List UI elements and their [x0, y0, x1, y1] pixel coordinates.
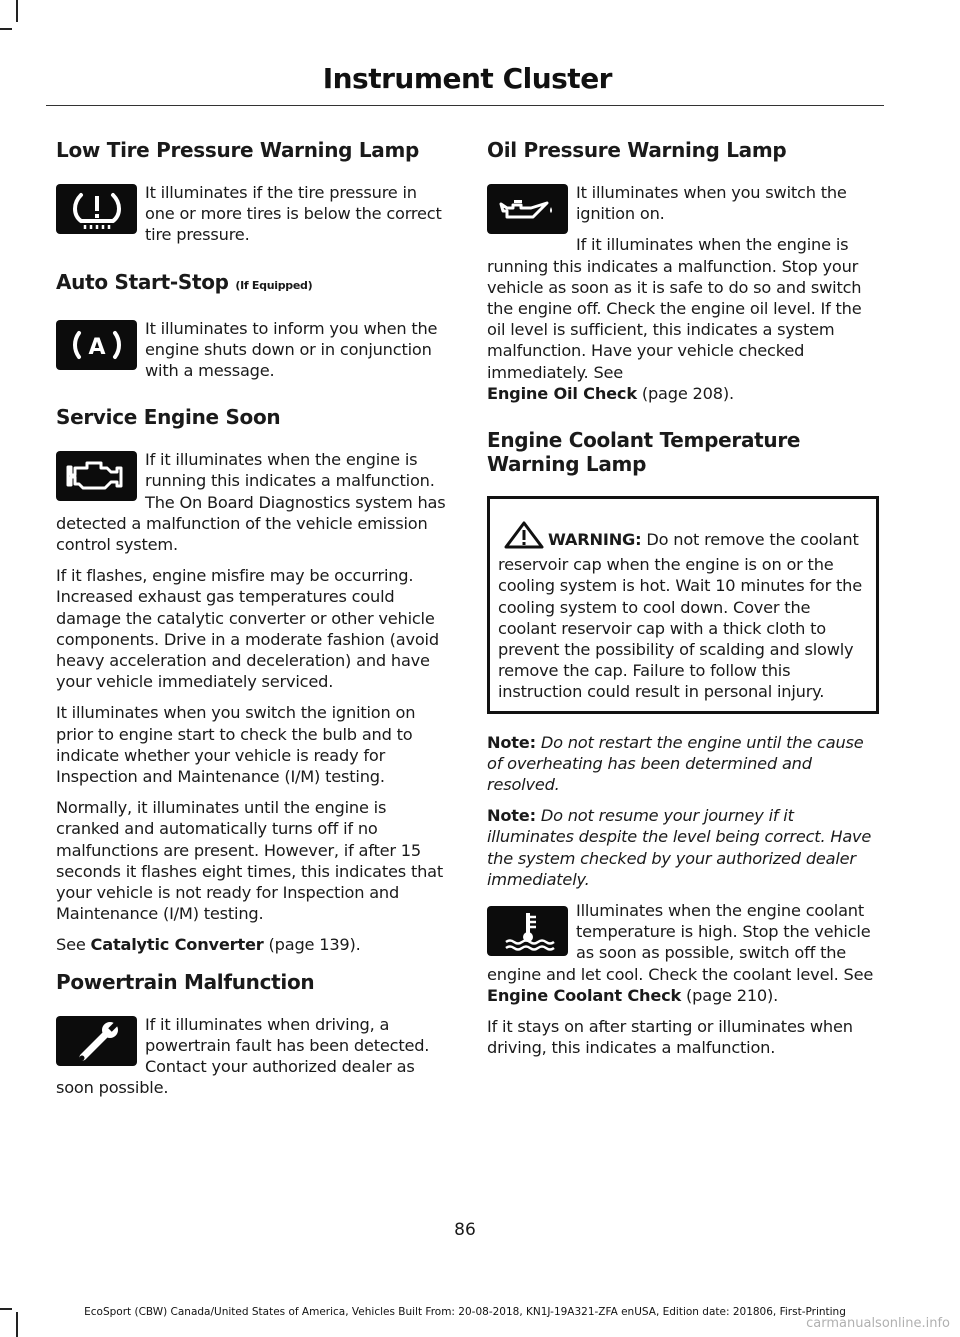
section-heading: Oil Pressure Warning Lamp: [487, 138, 787, 162]
footer-text: EcoSport (CBW) Canada/United States of America, Vehicles Built From: 20-08-2018, KN1J-19A321-ZFA enUSA, Edition date: 201806, First-Printing: [84, 1306, 846, 1318]
right-column: [487, 138, 879, 1073]
engine-oil-check-link[interactable]: Engine Oil Check: [487, 383, 637, 403]
oil-pressure-section: [487, 138, 879, 414]
tire-pressure-text: It illuminates if the tire pressure in one or more tires is below the correct tire pressure.: [145, 183, 442, 245]
engine-see-also: See Catalytic Converter (page 139).: [56, 935, 361, 955]
heading-suffix: (If Equipped): [235, 278, 313, 292]
warning-triangle-icon: [504, 521, 548, 554]
svg-text:A: A: [87, 334, 106, 360]
engine-paragraph-4: Normally, it illuminates until the engine is cranked and automatically turns off if no malfunctions are present. However, if after 15 seconds it flashes eight times, this indicates that your vehicle is not ready for Inspection and Maintenance (I/M) testing.: [56, 798, 444, 924]
page-header-title: Instrument Cluster: [322, 62, 612, 95]
oil-can-icon: [487, 184, 568, 234]
crop-mark: [0, 28, 12, 30]
section-heading: Service Engine Soon: [56, 405, 281, 430]
coolant-paragraph-1: Illuminates when the engine coolant temperature is high. Stop the vehicle as soon as possible, switch off the engine and let cool. Check the coolant level. See Engine Coolant Check (page 210).: [487, 901, 874, 1005]
section-heading: Engine Coolant Temperature Warning Lamp: [487, 428, 801, 477]
catalytic-converter-link[interactable]: Catalytic Converter: [90, 935, 264, 955]
coolant-paragraph-2: If it stays on after starting or illuminates when driving, this indicates a malfunction.: [487, 1017, 853, 1058]
coolant-temperature-icon: [487, 906, 568, 956]
section-heading: Low Tire Pressure Warning Lamp: [56, 138, 420, 162]
check-engine-icon: [56, 451, 137, 501]
tire-pressure-section: [56, 138, 448, 256]
powertrain-text: If it illuminates when driving, a powertrain fault has been detected. Contact your authorized dealer as soon possible.: [56, 1014, 430, 1098]
page-number: 86: [454, 1220, 476, 1240]
note-2: Note: Do not resume your journey if it illuminates despite the level being correct. Have the system checked by your authorized dealer immediately.: [487, 806, 872, 889]
tire-pressure-icon: [56, 184, 137, 234]
auto-start-stop-section: [56, 270, 448, 392]
warning-text: WARNING: Do not remove the coolant reservoir cap when the engine is on or the cooling system is hot. Wait 10 minutes for the cooling system to cool down. Cover the coolant reservoir cap with a thick cloth to prevent the possibility of scalding and slowly remove the cap. Failure to follow this instruction could result in personal injury.: [498, 521, 870, 703]
powertrain-section: [56, 970, 448, 1109]
section-heading: [56, 270, 448, 298]
auto-start-stop-icon: [56, 320, 137, 370]
oil-paragraph-2: If it illuminates when the engine is running this indicates a malfunction. Stop your vehicle as soon as it is safe to do so and switch the engine off. Check the engine oil level. If the oil level is sufficient, this indicates a system malfunction. Have your vehicle checked immediately. See Engine Oil Check (page 208).: [487, 235, 862, 403]
watermark: carmanualsonline.info: [806, 1316, 950, 1331]
engine-coolant-check-link[interactable]: Engine Coolant Check: [487, 985, 682, 1005]
warning-box: [487, 496, 879, 714]
oil-paragraph-1: It illuminates when you switch the ignition on.: [576, 183, 847, 224]
engine-paragraph-2: If it flashes, engine misfire may be occurring. Increased exhaust gas temperatures could damage the catalytic converter or other vehicle components. Drive in a moderate fashion (avoid heavy acceleration and deceleration) and have your vehicle immediately serviced.: [56, 566, 439, 692]
crop-mark: [16, 0, 18, 22]
header-divider: [46, 105, 884, 106]
auto-start-stop-text: It illuminates to inform you when the engine shuts down or in conjunction with a message.: [145, 318, 438, 381]
coolant-section: [487, 428, 879, 1058]
engine-paragraph-1: If it illuminates when the engine is running this indicates a malfunction. The On Board Diagnostics system has detected a malfunction of the vehicle emission control system.: [56, 450, 446, 555]
wrench-icon: [56, 1016, 137, 1066]
section-heading: Powertrain Malfunction: [56, 969, 315, 994]
left-column: [56, 138, 448, 1123]
service-engine-section: [56, 405, 448, 955]
engine-paragraph-3: It illuminates when you switch the ignition on prior to engine start to check the bulb and to indicate whether your vehicle is ready for Inspection and Maintenance (I/M) testing.: [56, 703, 416, 787]
heading-text: Auto Start-Stop: [56, 269, 229, 294]
note-1: Note: Do not restart the engine until the cause of overheating has been determined and resolved.: [487, 732, 864, 795]
